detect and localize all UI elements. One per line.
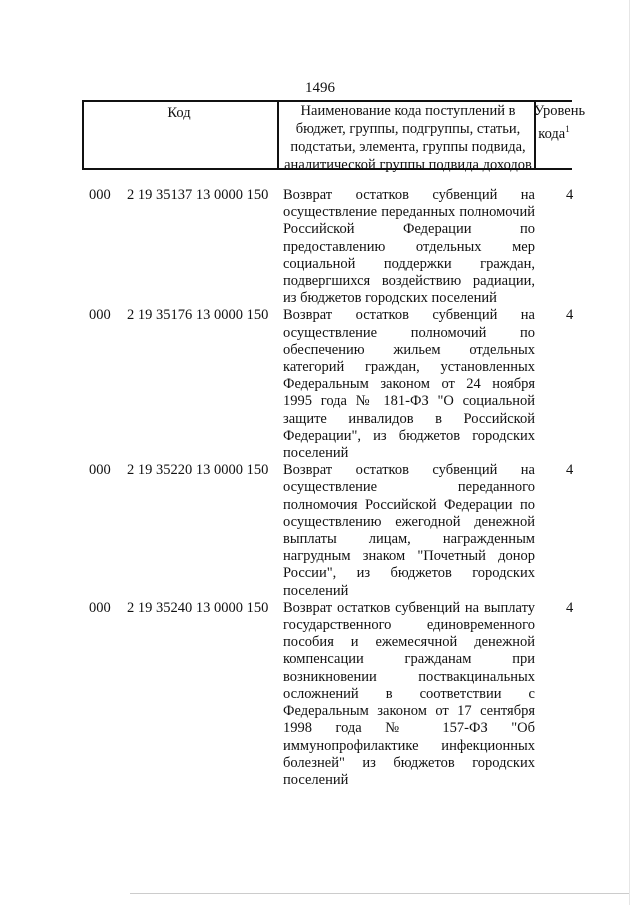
revenue-name: Возврат остатков субвенций на осуществление переданного полномочия Российской Федерации по осуществлению ежегодной денежной выплаты лицам, награжденным нагрудным знаком "Почетный донор России", из бюджетов городских поселений — [283, 462, 535, 599]
table-body — [82, 187, 572, 789]
revenue-name: Возврат остатков субвенций на выплату государственного единовременного пособия и ежемесячной денежной компенсации гражданам при возникновении поствакцинальных осложнений в соответствии с Федеральным законом от 17 сентября 1998 года № 157-ФЗ "Об иммунопрофилактике инфекционных болезней" из бюджетов городских поселений — [283, 599, 535, 788]
table-row — [82, 600, 572, 789]
scan-edge-line — [629, 0, 630, 905]
admin-code: 000 — [89, 307, 111, 324]
code-level: 4 — [566, 187, 574, 203]
footnote-mark: 1 — [565, 124, 570, 134]
revenue-name: Возврат остатков субвенций на осуществление полномочий по обеспечению жильем отдельных категорий граждан, установленных Федеральным законом от 24 ноября 1995 года № 181-ФЗ "О социальной защите инвалидов в Российской Федерации", из бюджетов городских поселений — [283, 307, 535, 462]
code-level: 4 — [566, 462, 574, 479]
admin-code: 000 — [89, 187, 111, 203]
scan-edge-line — [130, 893, 630, 894]
code-level: 4 — [566, 599, 574, 616]
table-row — [82, 307, 572, 462]
table-header — [82, 100, 586, 173]
header-level — [534, 102, 586, 143]
revenue-name: Возврат остатков субвенций на осуществление переданных полномочий Российской Федерации по предоставлению отдельных мер социальной поддержки граждан, подвергшихся воздействию радиации, из бюджетов городских поселений — [283, 187, 535, 307]
page-number: 1496 — [305, 80, 335, 96]
header-name: Наименование кода поступлений в бюджет, группы, подгруппы, статьи, подстатьи, элемента, группы подвида, аналитической группы подвида доходов — [284, 103, 532, 173]
revenue-code: 2 19 35240 13 0000 150 — [127, 599, 269, 616]
table-row — [82, 187, 572, 307]
revenue-code: 2 19 35137 13 0000 150 — [127, 187, 269, 203]
header-divider-1 — [277, 100, 279, 169]
table-row — [82, 462, 572, 600]
code-level: 4 — [566, 307, 574, 324]
revenue-code: 2 19 35220 13 0000 150 — [127, 462, 269, 479]
admin-code: 000 — [89, 462, 111, 479]
admin-code: 000 — [89, 599, 111, 616]
header-code: Код — [167, 105, 191, 121]
revenue-code: 2 19 35176 13 0000 150 — [127, 307, 269, 324]
header-level-label: Уровень кода — [534, 103, 586, 142]
